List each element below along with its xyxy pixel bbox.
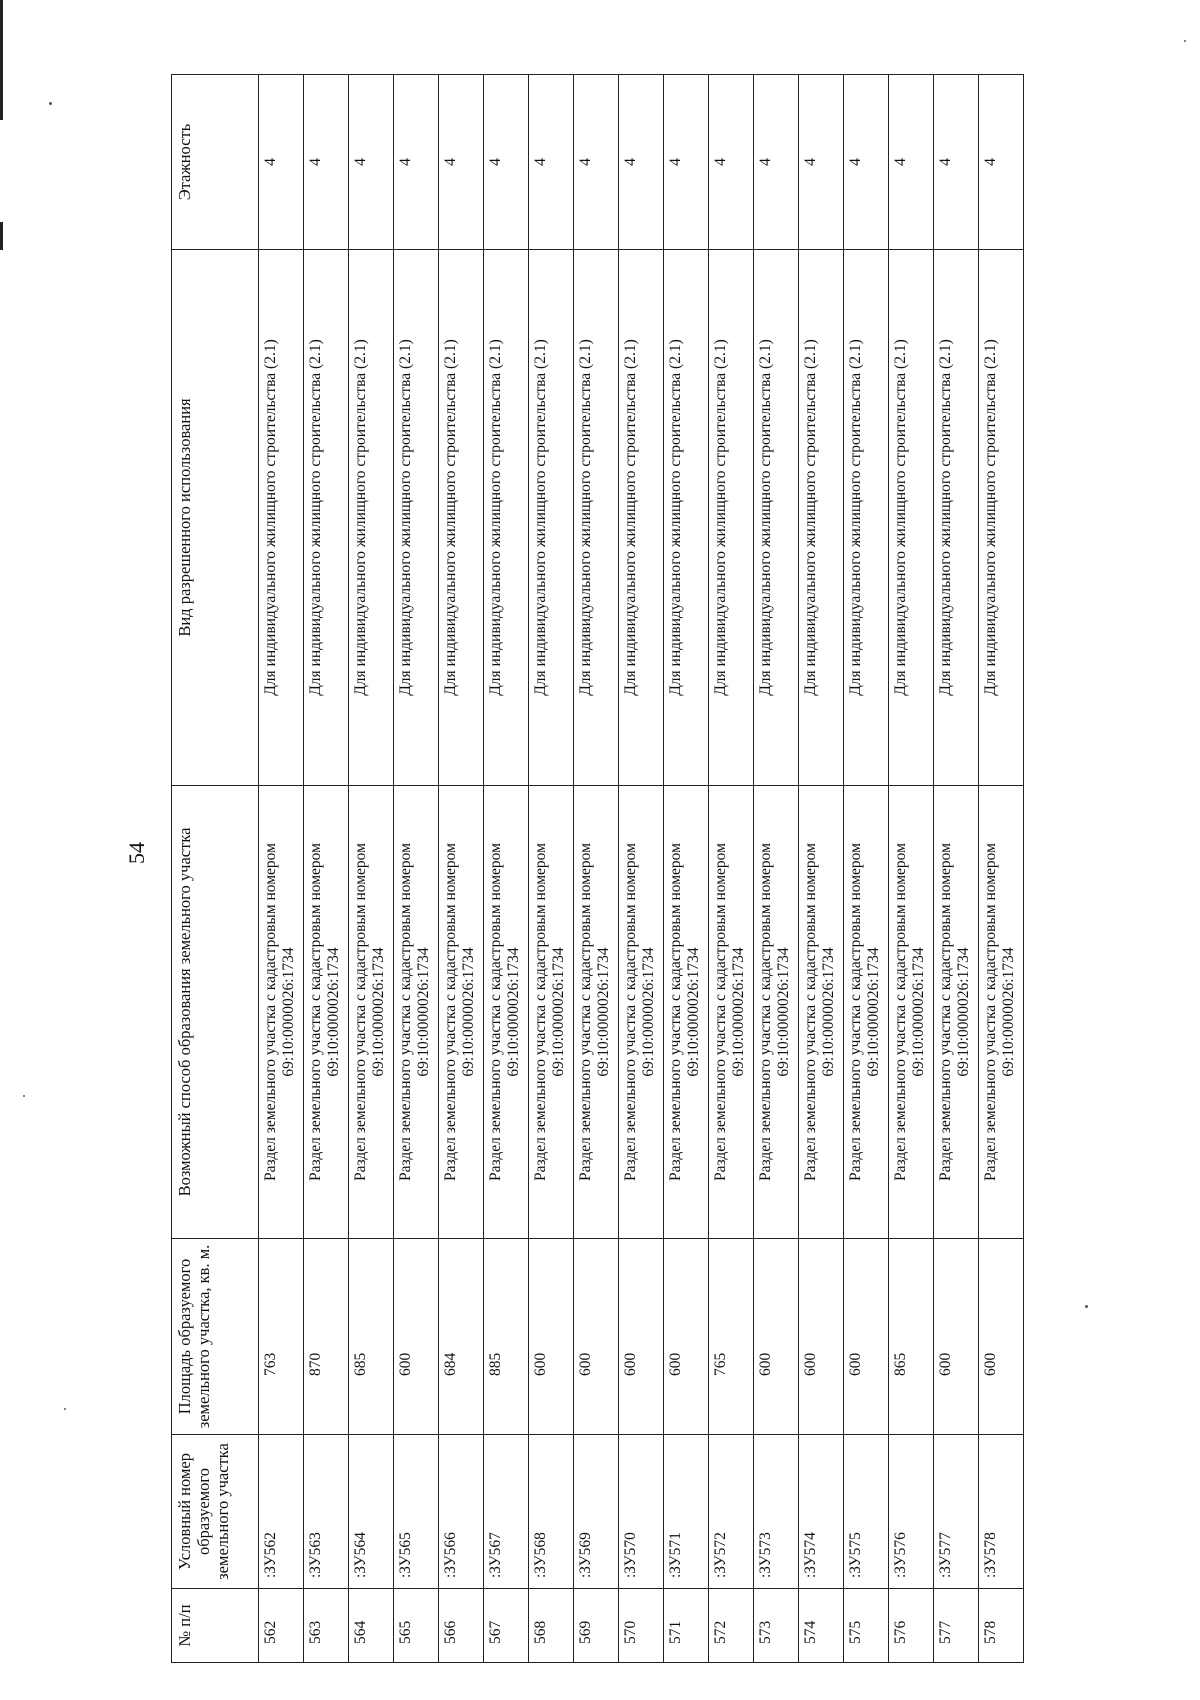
cell-area: 600 (934, 1239, 979, 1435)
cell-method: Раздел земельного участка с кадастровым номером 69:10:0000026:1734 (394, 786, 439, 1239)
header-use: Вид разрешенного использования (172, 250, 259, 786)
cell-num: 569 (574, 1589, 619, 1663)
cell-floors: 4 (664, 75, 709, 250)
cell-num: 568 (529, 1589, 574, 1663)
cell-floors: 4 (979, 75, 1024, 250)
cell-code: :ЗУ572 (709, 1435, 754, 1589)
cell-num: 573 (754, 1589, 799, 1663)
table-row (799, 75, 844, 1663)
cell-method: Раздел земельного участка с кадастровым номером 69:10:0000026:1734 (664, 786, 709, 1239)
cell-method: Раздел земельного участка с кадастровым номером 69:10:0000026:1734 (799, 786, 844, 1239)
cell-area: 600 (799, 1239, 844, 1435)
table-row (304, 75, 349, 1663)
scan-speck (64, 1408, 66, 1410)
table-row (529, 75, 574, 1663)
cell-method: Раздел земельного участка с кадастровым номером 69:10:0000026:1734 (349, 786, 394, 1239)
cell-num: 564 (349, 1589, 394, 1663)
cell-use: Для индивидуального жилищного строительства (2.1) (979, 250, 1024, 786)
cell-use: Для индивидуального жилищного строительства (2.1) (889, 250, 934, 786)
cell-floors: 4 (439, 75, 484, 250)
page-number: 54 (124, 842, 149, 864)
header-method: Возможный способ образования земельного участка (172, 786, 259, 1239)
cell-area: 865 (889, 1239, 934, 1435)
cell-num: 567 (484, 1589, 529, 1663)
cell-num: 574 (799, 1589, 844, 1663)
cell-code: :ЗУ575 (844, 1435, 889, 1589)
cell-use: Для индивидуального жилищного строительства (2.1) (709, 250, 754, 786)
cell-num: 562 (259, 1589, 304, 1663)
cell-method: Раздел земельного участка с кадастровым номером 69:10:0000026:1734 (484, 786, 529, 1239)
cell-area: 870 (304, 1239, 349, 1435)
cell-use: Для индивидуального жилищного строительства (2.1) (349, 250, 394, 786)
table-row (709, 75, 754, 1663)
cell-code: :ЗУ566 (439, 1435, 484, 1589)
cell-area: 684 (439, 1239, 484, 1435)
cell-method: Раздел земельного участка с кадастровым номером 69:10:0000026:1734 (619, 786, 664, 1239)
cell-area: 763 (259, 1239, 304, 1435)
table-row (484, 75, 529, 1663)
header-code: Условный номер образуемого земельного участка (172, 1435, 259, 1589)
cell-num: 571 (664, 1589, 709, 1663)
cell-area: 765 (709, 1239, 754, 1435)
cell-code: :ЗУ563 (304, 1435, 349, 1589)
table-row (754, 75, 799, 1663)
cell-code: :ЗУ578 (979, 1435, 1024, 1589)
cell-floors: 4 (484, 75, 529, 250)
cell-use: Для индивидуального жилищного строительства (2.1) (619, 250, 664, 786)
cell-area: 600 (619, 1239, 664, 1435)
cell-code: :ЗУ573 (754, 1435, 799, 1589)
scan-speck (1184, 40, 1186, 42)
cell-floors: 4 (304, 75, 349, 250)
cell-code: :ЗУ574 (799, 1435, 844, 1589)
cell-floors: 4 (259, 75, 304, 250)
cell-area: 885 (484, 1239, 529, 1435)
rotated-table-wrapper (171, 74, 1024, 1663)
table-row (979, 75, 1024, 1663)
cell-code: :ЗУ569 (574, 1435, 619, 1589)
cell-code: :ЗУ576 (889, 1435, 934, 1589)
cell-use: Для индивидуального жилищного строительства (2.1) (934, 250, 979, 786)
table-row (574, 75, 619, 1663)
table-row (844, 75, 889, 1663)
cell-method: Раздел земельного участка с кадастровым номером 69:10:0000026:1734 (979, 786, 1024, 1239)
cell-code: :ЗУ564 (349, 1435, 394, 1589)
cell-area: 600 (754, 1239, 799, 1435)
cell-num: 565 (394, 1589, 439, 1663)
cell-method: Раздел земельного участка с кадастровым номером 69:10:0000026:1734 (844, 786, 889, 1239)
cell-num: 570 (619, 1589, 664, 1663)
cell-code: :ЗУ567 (484, 1435, 529, 1589)
table-row (394, 75, 439, 1663)
cell-area: 600 (664, 1239, 709, 1435)
cell-use: Для индивидуального жилищного строительства (2.1) (529, 250, 574, 786)
cell-use: Для индивидуального жилищного строительства (2.1) (799, 250, 844, 786)
cell-use: Для индивидуального жилищного строительства (2.1) (754, 250, 799, 786)
table-row (259, 75, 304, 1663)
header-area: Площадь образуемого земельного участка, кв. м. (172, 1239, 259, 1435)
cell-floors: 4 (619, 75, 664, 250)
cell-floors: 4 (529, 75, 574, 250)
cell-num: 566 (439, 1589, 484, 1663)
cell-num: 575 (844, 1589, 889, 1663)
cell-code: :ЗУ565 (394, 1435, 439, 1589)
table-row (664, 75, 709, 1663)
table-row (934, 75, 979, 1663)
cell-method: Раздел земельного участка с кадастровым номером 69:10:0000026:1734 (709, 786, 754, 1239)
land-plots-table (171, 74, 1024, 1663)
header-num: № п/п (172, 1589, 259, 1663)
cell-floors: 4 (754, 75, 799, 250)
cell-method: Раздел земельного участка с кадастровым номером 69:10:0000026:1734 (574, 786, 619, 1239)
cell-code: :ЗУ568 (529, 1435, 574, 1589)
cell-area: 600 (979, 1239, 1024, 1435)
cell-method: Раздел земельного участка с кадастровым номером 69:10:0000026:1734 (304, 786, 349, 1239)
cell-code: :ЗУ577 (934, 1435, 979, 1589)
cell-num: 576 (889, 1589, 934, 1663)
cell-floors: 4 (574, 75, 619, 250)
cell-floors: 4 (844, 75, 889, 250)
cell-floors: 4 (349, 75, 394, 250)
table-row (349, 75, 394, 1663)
cell-area: 600 (574, 1239, 619, 1435)
cell-method: Раздел земельного участка с кадастровым номером 69:10:0000026:1734 (754, 786, 799, 1239)
cell-code: :ЗУ571 (664, 1435, 709, 1589)
cell-method: Раздел земельного участка с кадастровым номером 69:10:0000026:1734 (529, 786, 574, 1239)
cell-area: 600 (394, 1239, 439, 1435)
cell-floors: 4 (799, 75, 844, 250)
cell-use: Для индивидуального жилищного строительства (2.1) (259, 250, 304, 786)
cell-use: Для индивидуального жилищного строительства (2.1) (844, 250, 889, 786)
table-row (439, 75, 484, 1663)
cell-method: Раздел земельного участка с кадастровым номером 69:10:0000026:1734 (934, 786, 979, 1239)
table-body (259, 75, 1024, 1663)
cell-num: 563 (304, 1589, 349, 1663)
table-header-row (172, 75, 259, 1663)
cell-code: :ЗУ570 (619, 1435, 664, 1589)
cell-area: 685 (349, 1239, 394, 1435)
cell-num: 578 (979, 1589, 1024, 1663)
cell-use: Для индивидуального жилищного строительства (2.1) (664, 250, 709, 786)
table-row (619, 75, 664, 1663)
cell-num: 572 (709, 1589, 754, 1663)
cell-method: Раздел земельного участка с кадастровым номером 69:10:0000026:1734 (889, 786, 934, 1239)
cell-floors: 4 (709, 75, 754, 250)
cell-area: 600 (844, 1239, 889, 1435)
cell-num: 577 (934, 1589, 979, 1663)
scan-speck (1085, 1305, 1088, 1308)
cell-use: Для индивидуального жилищного строительства (2.1) (574, 250, 619, 786)
cell-use: Для индивидуального жилищного строительства (2.1) (394, 250, 439, 786)
cell-floors: 4 (889, 75, 934, 250)
cell-floors: 4 (934, 75, 979, 250)
cell-floors: 4 (394, 75, 439, 250)
table-row (889, 75, 934, 1663)
cell-use: Для индивидуального жилищного строительства (2.1) (484, 250, 529, 786)
scan-speck (49, 102, 52, 105)
scan-speck (23, 1095, 25, 1097)
cell-code: :ЗУ562 (259, 1435, 304, 1589)
cell-method: Раздел земельного участка с кадастровым номером 69:10:0000026:1734 (439, 786, 484, 1239)
cell-use: Для индивидуального жилищного строительства (2.1) (304, 250, 349, 786)
cell-method: Раздел земельного участка с кадастровым номером 69:10:0000026:1734 (259, 786, 304, 1239)
scan-edge-mark-middle (0, 222, 3, 250)
scan-edge-mark-top (0, 0, 3, 120)
cell-area: 600 (529, 1239, 574, 1435)
header-floors: Этажность (172, 75, 259, 250)
cell-use: Для индивидуального жилищного строительства (2.1) (439, 250, 484, 786)
